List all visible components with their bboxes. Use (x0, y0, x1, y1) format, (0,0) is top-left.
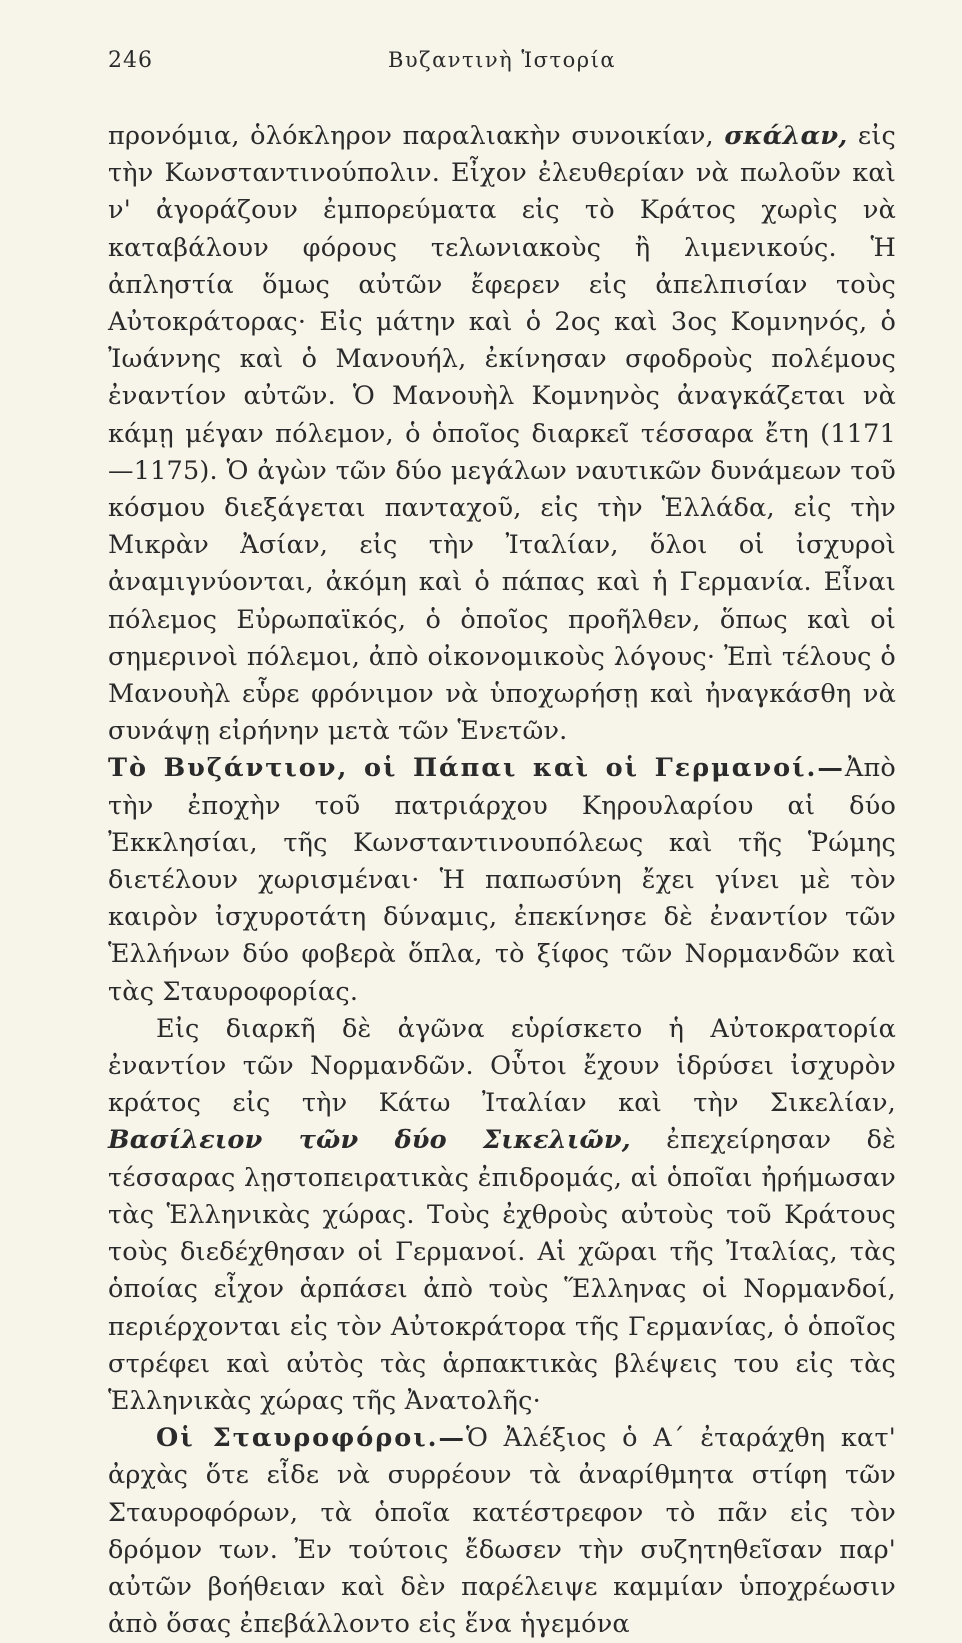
paragraph-papacy-germans (108, 750, 896, 1010)
paragraph-text: Ὁ Ἀλέξιος ὁ Α΄ ἐταράχθη κατ' ἀρχὰς ὅτε εἶδε νὰ συρρέουν τὰ ἀναρίθμητα στίφη τῶν Σταυροφόρων, τὰ ὁποῖα κατέστρεφον τὸ πᾶν εἰς τὸν δρόμον των. Ἐν τούτοις ἔδωσεν τὴν συζητηθεῖσαν παρ' αὐτῶν βοήθειαν καὶ δὲν παρέλειψε καμμίαν ὑποχρέωσιν ἀπὸ ὅσας ἐπεβάλλοντο εἰς ἕνα ἡγεμόνα (108, 1423, 896, 1640)
paragraph-normans (108, 1011, 896, 1420)
running-title: Βυζαντινὴ Ἱστορία (387, 48, 616, 72)
paragraph-venetian-privileges (108, 118, 896, 750)
page-number: 246 (108, 48, 153, 73)
emphasized-term: Βασίλειον τῶν δύο Σικελιῶν, (108, 1125, 631, 1156)
paragraph-text: Ἀπὸ τὴν ἐποχὴν τοῦ πατριάρχου Κηρουλαρίου αἱ δύο Ἐκκλησίαι, τῆς Κωνσταντινουπόλεως καὶ τῆς Ῥώμης διετέλουν χωρισμέναι· Ἡ παπωσύνη ἔχει γίνει μὲ τὸν καιρὸν ἰσχυροτάτη δύναμις, ἐπεκίνησε δὲ ἐναντίον τῶν Ἑλλήνων δύο φοβερὰ ὅπλα, τὸ ξίφος τῶν Νορμανδῶν καὶ τὰς Σταυροφορίας. (108, 753, 896, 1007)
paragraph-text: εἰς τὴν Κωνσταντινούπολιν. Εἶχον ἐλευθερίαν νὰ πωλοῦν καὶ ν' ἀγοράζουν ἐμπορεύματα εἰς τὸ Κράτος χωρὶς νὰ καταβάλουν φόρους τελωνιακοὺς ἢ λιμενικούς. Ἡ ἀπληστία ὅμως αὐτῶν ἔφερεν εἰς ἀπελπισίαν τοὺς Αὐτοκράτορας· Εἰς μάτην καὶ ὁ 2ος καὶ 3ος Κομνηνός, ὁ Ἰωάννης καὶ ὁ Μανουήλ, ἐκίνησαν σφοδροὺς πολέμους ἐναντίον αὐτῶν. Ὁ Μανουὴλ Κομνηνὸς ἀναγκάζεται νὰ κάμῃ μέγαν πόλεμον, ὁ ὁποῖος διαρκεῖ τέσσαρα ἔτη (1171—1175). Ὁ ἀγὼν τῶν δύο μεγάλων ναυτικῶν δυνάμεων τοῦ κόσμου διεξάγεται πανταχοῦ, εἰς τὴν Ἑλλάδα, εἰς τὴν Μικρὰν Ἀσίαν, εἰς τὴν Ἰταλίαν, ὅλοι οἱ ἰσχυροὶ ἀναμιγνύονται, ἀκόμη καὶ ὁ πάπας καὶ ἡ Γερμανία. Εἶναι πόλεμος Εὐρωπαϊκός, ὁ ὁποῖος προῆλθεν, ὅπως καὶ οἱ σημερινοὶ πόλεμοι, ἀπὸ οἰκονομικοὺς λόγους· Ἐπὶ τέλους ὁ Μανουὴλ εὗρε φρόνιμον νὰ ὑποχωρήσῃ καὶ ἠναγκάσθη νὰ συνάψῃ εἰρήνην μετὰ τῶν Ἑνετῶν. (108, 121, 897, 747)
body-text (108, 118, 896, 1643)
book-page (108, 48, 896, 1643)
page-header (108, 48, 896, 88)
section-heading: Τὸ Βυζάντιον, οἱ Πάπαι καὶ οἱ Γερμανοί.— (108, 753, 845, 784)
paragraph-crusaders (108, 1420, 896, 1643)
paragraph-text: προνόμια, ὁλόκληρον παραλιακὴν συνοικίαν, (108, 121, 714, 151)
emphasized-term: σκάλαν, (724, 121, 848, 151)
paragraph-text: Εἰς διαρκῆ δὲ ἀγῶνα εὑρίσκετο ἡ Αὐτοκρατορία ἐναντίον τῶν Νορμανδῶν. Οὗτοι ἔχουν ἱδρύσει ἰσχυρὸν κράτος εἰς τὴν Κάτω Ἰταλίαν καὶ τὴν Σικελίαν, (108, 1013, 896, 1119)
section-heading: Οἱ Σταυροφόροι.— (156, 1423, 466, 1454)
paragraph-text: ἐπεχείρησαν δὲ τέσσαρας λῃστοπειρατικὰς ἐπιδρομάς, αἱ ὁποῖαι ἠρήμωσαν τὰς Ἑλληνικὰς χώρας. Τοὺς ἐχθροὺς αὐτοὺς τοῦ Κράτους τοὺς διεδέχθησαν οἱ Γερμανοί. Αἱ χῶραι τῆς Ἰταλίας, τὰς ὁποίας εἶχον ἁρπάσει ἀπὸ τοὺς Ἕλληνας οἱ Νορμανδοί, περιέρχονται εἰς τὸν Αὐτοκράτορα τῆς Γερμανίας, ὁ ὁποῖος στρέφει καὶ αὐτὸς τὰς ἁρπακτικὰς βλέψεις του εἰς τὰς Ἑλληνικὰς χώρας τῆς Ἀνατολῆς· (108, 1125, 897, 1416)
